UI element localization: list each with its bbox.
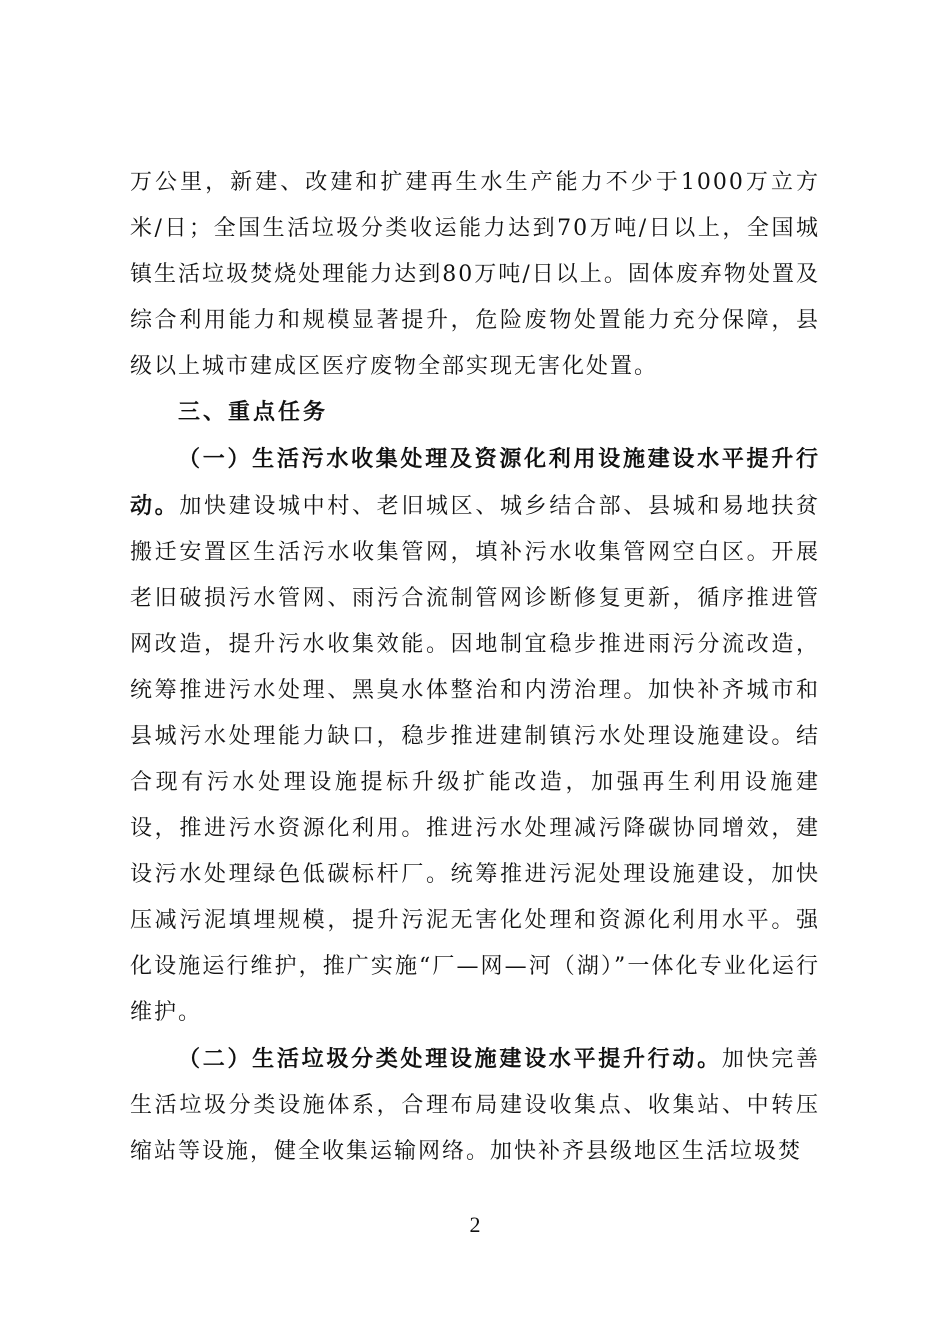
paragraph-lead: （二）生活垃圾分类处理设施建设水平提升行动。 [178,1046,722,1072]
paragraph-text: 万公里，新建、改建和扩建再生水生产能力不少于1000万立方米/日；全国生活垃圾分类收运能力达到70万吨/日以上，全国城镇生活垃圾焚烧处理能力达到80万吨/日以上。固体废弃物处置及综合利用能力和规模显著提升，危险废物处置能力充分保障，县级以上城市建成区医疗废物全部实现无害化处置。 [130,170,820,379]
paragraph-text: 加快建设城中村、老旧城区、城乡结合部、县城和易地扶贫搬迁安置区生活污水收集管网，填补污水收集管网空白区。开展老旧破损污水管网、雨污合流制管网诊断修复更新，循序推进管网改造，提升污水收集效能。因地制宜稳步推进雨污分流改造，统筹推进污水处理、黑臭水体整治和内涝治理。加快补齐城市和县城污水处理能力缺口，稳步推进建制镇污水处理设施建设。结合现有污水处理设施提标升级扩能改造，加强再生利用设施建设，推进污水资源化利用。推进污水处理减污降碳协同增效，建设污水处理绿色低碳标杆厂。统筹推进污泥处理设施建设，加快压减污泥填埋规模，提升污泥无害化处理和资源化利用水平。强化设施运行维护，推广实施“厂—网—河（湖）”一体化专业化运行维护。 [130,494,820,1025]
paragraph-sewage-action [130,436,820,1036]
page-number: 2 [469,1212,481,1237]
section-heading-key-tasks: 三、重点任务 [178,400,329,425]
paragraph-targets-continued [130,160,820,390]
document-body [130,160,820,1175]
paragraph-text: 加快完善生活垃圾分类设施体系，合理布局建设收集点、收集站、中转压缩站等设施，健全收集运输网络。加快补齐县级地区生活垃圾焚 [130,1047,820,1164]
paragraph-lead: （一）生活污水收集处理及资源化利用设施建设水平提升行动。 [130,446,820,519]
paragraph-garbage-action [130,1036,820,1175]
